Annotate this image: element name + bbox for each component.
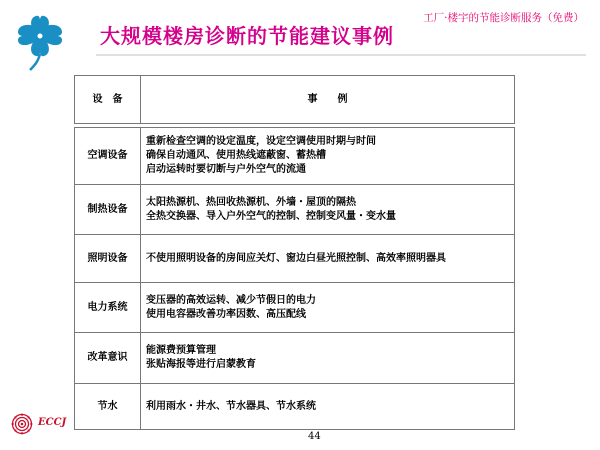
energy-saving-table (74, 75, 515, 430)
page-number: 44 (308, 431, 321, 442)
example-line: 能源费预算管理 (146, 345, 216, 356)
column-header-equipment: 设 备 (75, 76, 141, 124)
column-header-examples: 事 例 (141, 76, 515, 124)
example-line: 启动运转时要切断与户外空气的流通 (146, 164, 306, 175)
example-line: 不使用照明设备的房间应关灯、窗边白昼光照控制、高效率照明器具 (146, 252, 446, 264)
example-line: 利用雨水・井水、节水器具、节水系统 (146, 400, 316, 412)
example-line: 重新检查空调的设定温度，设定空调使用时期与时间 (146, 136, 376, 147)
example-line: 使用电容器改善功率因数、高压配线 (146, 308, 306, 320)
row-examples (141, 333, 515, 384)
example-line: 太阳热源机、热回收热源机、外墙・屋顶的隔热 (146, 196, 356, 208)
table-row (75, 235, 515, 283)
table-header-row (75, 76, 515, 124)
title-divider (96, 54, 586, 56)
row-category: 电力系统 (75, 283, 141, 333)
row-category: 改革意识 (75, 333, 141, 384)
table-row (75, 128, 515, 185)
page-title: 大规模楼房诊断的节能建议事例 (100, 24, 394, 48)
example-line: 确保自动通风、使用热线遮蔽窗、蓄热槽 (146, 150, 326, 161)
clover-logo-icon (8, 4, 72, 74)
table-row (75, 185, 515, 235)
example-line: 全热交换器、导入户外空气的控制、控制变风量・变水量 (146, 210, 396, 222)
table-row (75, 333, 515, 384)
eccj-logo-icon (11, 413, 33, 435)
eccj-logo-text: ECCJ (38, 417, 67, 428)
row-examples (141, 235, 515, 283)
table-row (75, 384, 515, 430)
row-examples (141, 283, 515, 333)
row-examples (141, 128, 515, 185)
page-subtitle: 工厂·楼宇的节能诊断服务（免费） (423, 12, 584, 24)
row-examples (141, 185, 515, 235)
row-category: 制热设备 (75, 185, 141, 235)
example-line: 变压器的高效运转、减少节假日的电力 (146, 294, 316, 306)
row-category: 节水 (75, 384, 141, 430)
row-category: 照明设备 (75, 235, 141, 283)
example-line: 张贴海报等进行启蒙教育 (146, 359, 256, 370)
row-examples (141, 384, 515, 430)
row-category: 空调设备 (75, 128, 141, 185)
table-row (75, 283, 515, 333)
